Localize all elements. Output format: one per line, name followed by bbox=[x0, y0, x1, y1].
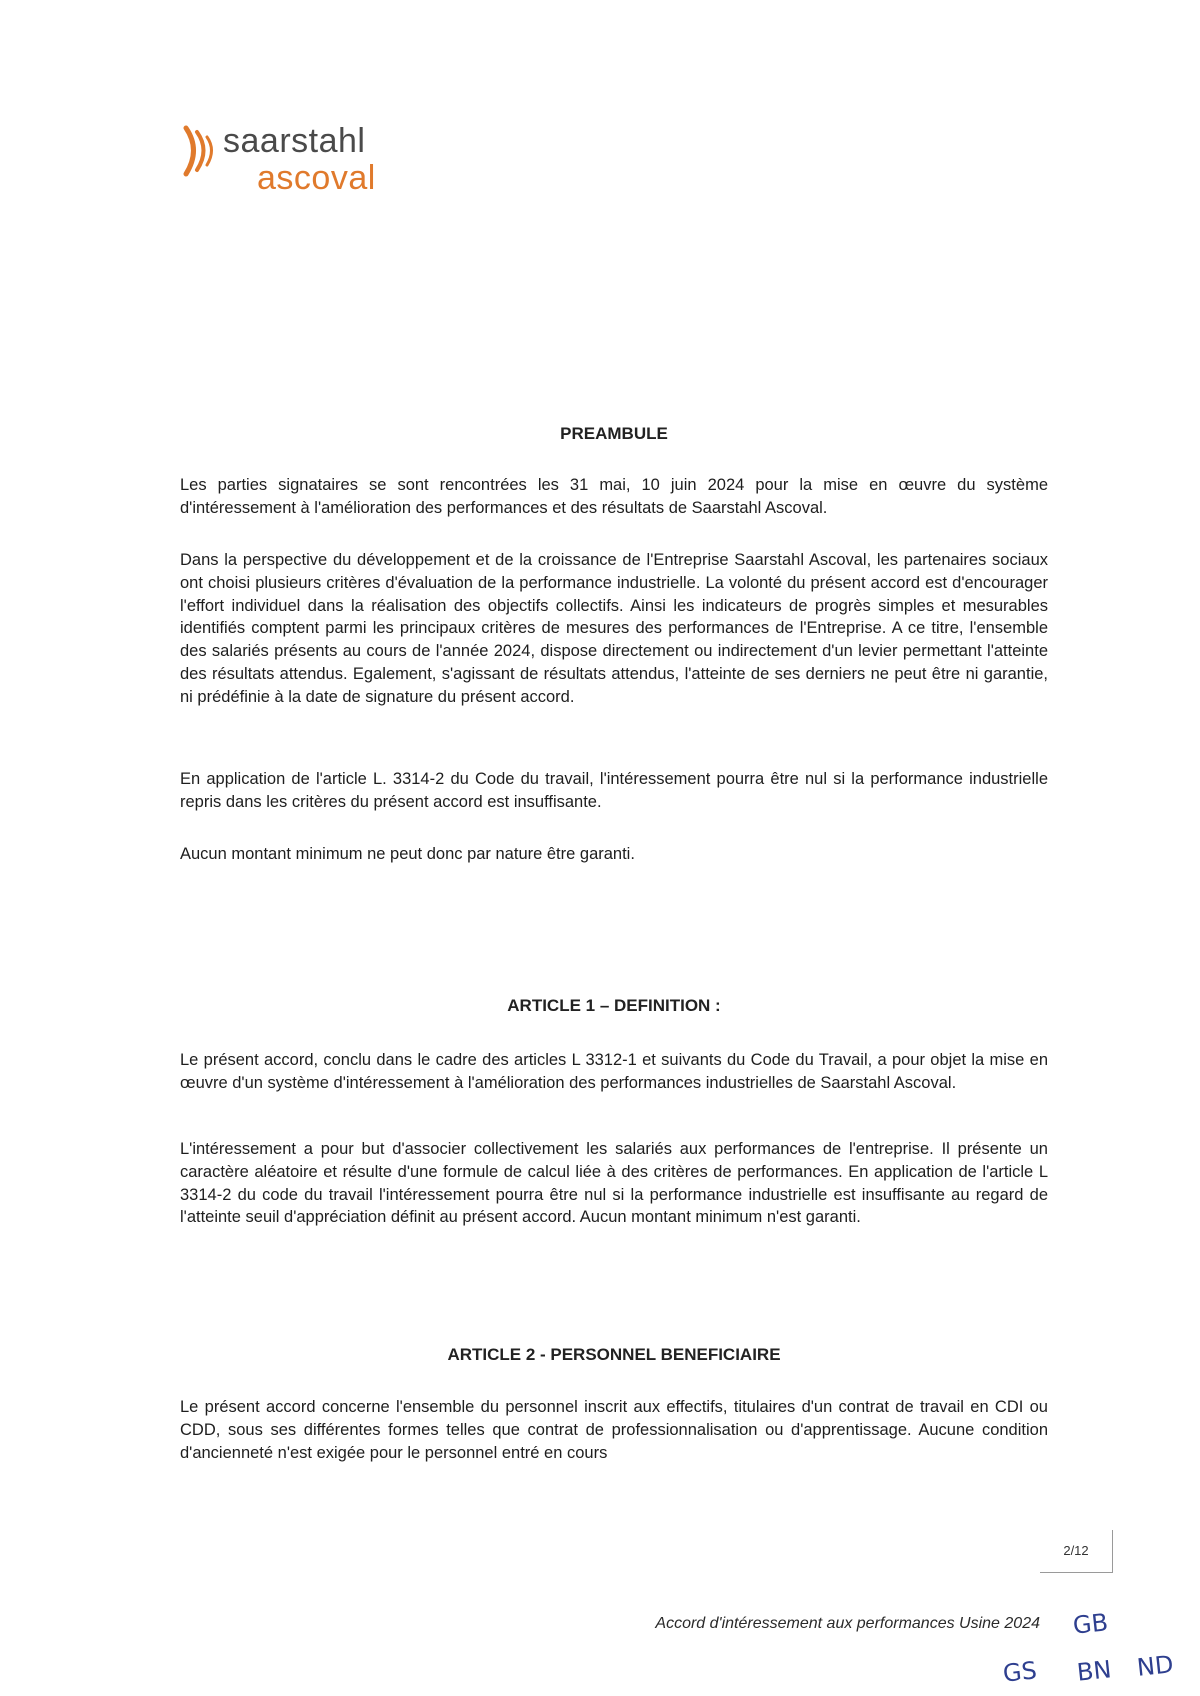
page-number: 2/12 bbox=[1040, 1530, 1113, 1573]
paragraph: Dans la perspective du développement et de la croissance de l'Entreprise Saarstahl Ascoval, les partenaires sociaux ont choisi plusieurs critères d'évaluation de la performance industrielle. La volonté du présent accord est d'encourager l'effort individuel dans la réalisation des objectifs collectifs. Ainsi les indicateurs de progrès simples et mesurables identifiés comptent parmi les principaux critères de mesures des performances de l'Entreprise. A ce titre, l'ensemble des salariés présents au cours de l'année 2024, dispose directement ou indirectement d'un levier permettant l'atteinte des résultats attendus. Egalement, s'agissant de résultats attendus, l'atteinte de ses derniers ne peut être ni garantie, ni prédéfinie à la date de signature du présent accord. bbox=[180, 551, 1048, 706]
paragraph: En application de l'article L. 3314-2 du Code du travail, l'intéressement pourra être nul si la performance industrielle repris dans les critères du présent accord est insuffisante. bbox=[180, 770, 1048, 811]
logo-text-saarstahl: saarstahl bbox=[223, 122, 366, 160]
section-heading-article-2: ARTICLE 2 - PERSONNEL BENEFICIAIRE bbox=[447, 1345, 781, 1364]
paragraph: Aucun montant minimum ne peut donc par nature être garanti. bbox=[180, 845, 635, 863]
company-logo bbox=[183, 122, 403, 202]
paragraph: L'intéressement a pour but d'associer collectivement les salariés aux performances de l'entreprise. Il présente un caractère aléatoire et résulte d'une formule de calcul liée à des critères de performances. En application de l'article L 3314-2 du code du travail l'intéressement pourra être nul si la performance industrielle est insuffisante au regard de l'atteinte seuil d'appréciation définit au présent accord. Aucun montant minimum n'est garanti. bbox=[180, 1140, 1048, 1227]
handwritten-initials: BN bbox=[1075, 1655, 1113, 1687]
section-heading-article-1: ARTICLE 1 – DEFINITION : bbox=[507, 996, 721, 1015]
logo-text-ascoval: ascoval bbox=[257, 159, 376, 197]
footer-title: Accord d'intéressement aux performances Usine 2024 bbox=[655, 1615, 1040, 1632]
saarstahl-swoosh-icon bbox=[183, 124, 221, 178]
paragraph: Le présent accord concerne l'ensemble du personnel inscrit aux effectifs, titulaires d'un contrat de travail en CDI ou CDD, sous ses différentes formes telles que contrat de professionnalisation ou d'apprentissage. Aucune condition d'ancienneté n'est exigée pour le personnel entré en cours bbox=[180, 1398, 1048, 1462]
section-heading-preambule: PREAMBULE bbox=[560, 424, 668, 443]
handwritten-initials: GB bbox=[1071, 1608, 1110, 1640]
paragraph: Les parties signataires se sont rencontrées les 31 mai, 10 juin 2024 pour la mise en œuvre du système d'intéressement à l'amélioration des performances et des résultats de Saarstahl Ascoval. bbox=[180, 476, 1048, 517]
handwritten-initials: ND bbox=[1135, 1650, 1175, 1682]
paragraph: Le présent accord, conclu dans le cadre des articles L 3312-1 et suivants du Code du Travail, a pour objet la mise en œuvre d'un système d'intéressement à l'amélioration des performances industrielles de Saarstahl Ascoval. bbox=[180, 1051, 1048, 1092]
handwritten-initials: GS bbox=[1001, 1656, 1039, 1688]
